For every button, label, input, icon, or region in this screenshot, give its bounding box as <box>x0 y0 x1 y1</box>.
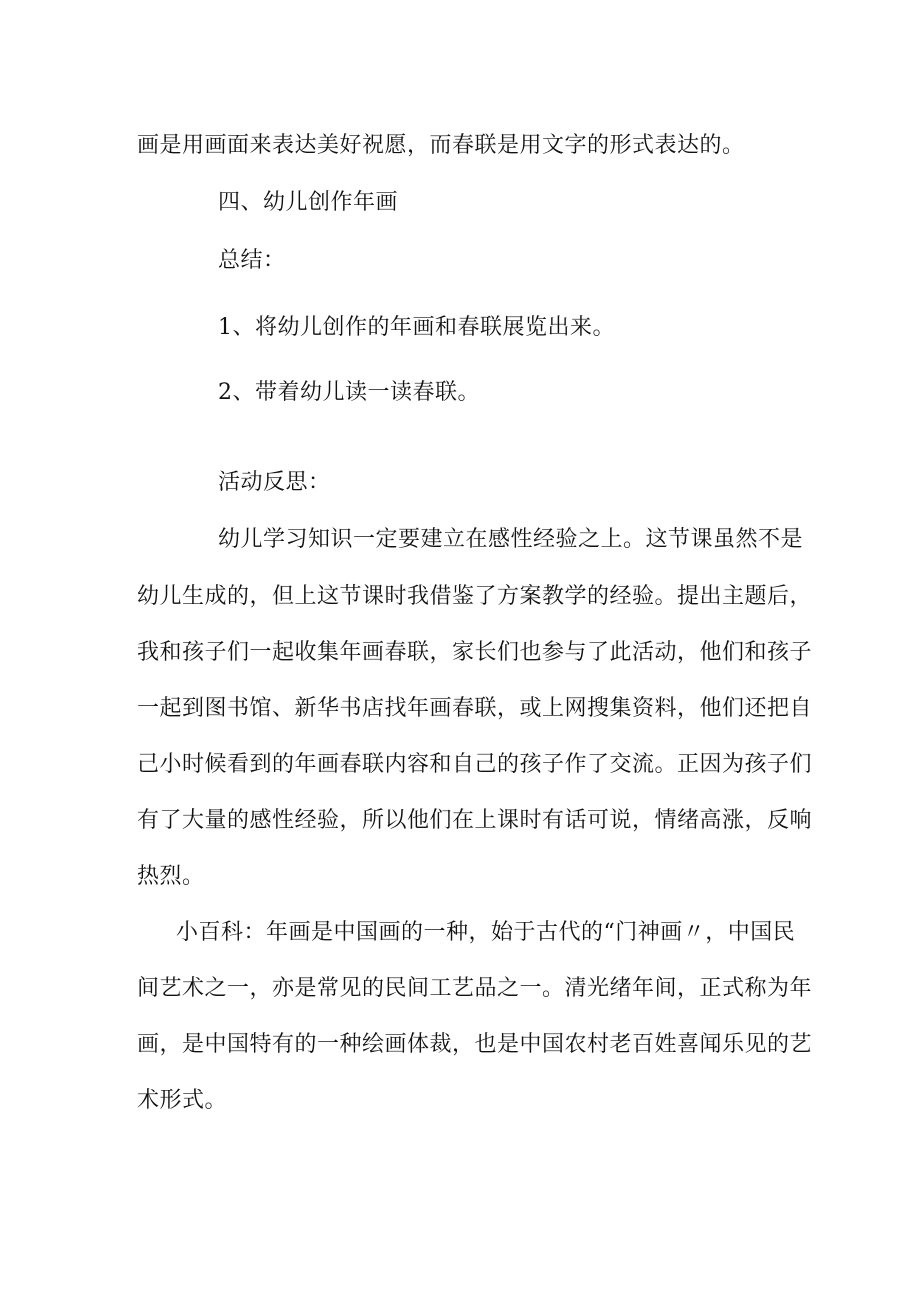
reflection-line: 一起到图书馆、新华书店找年画春联，或上网搜集资料，他们还把自 <box>137 696 813 721</box>
reflection-line: 有了大量的感性经验，所以他们在上课时有话可说，情绪高涨，反响 <box>137 808 813 833</box>
reflection-line: 幼儿生成的，但上这节课时我借鉴了方案教学的经验。提出主题后， <box>137 584 813 609</box>
encyclopedia-line: 术形式。 <box>137 1088 228 1113</box>
encyclopedia-line: 画，是中国特有的一种绘画体裁，也是中国农村老百姓喜闻乐见的艺 <box>137 1032 813 1057</box>
reflection-line: 己小时候看到的年画春联内容和自己的孩子作了交流。正因为孩子们 <box>137 752 813 777</box>
section-heading: 四、幼儿创作年画 <box>218 190 399 215</box>
reflection-line: 幼儿学习知识一定要建立在感性经验之上。这节课虽然不是 <box>218 527 804 552</box>
summary-label: 总结： <box>218 248 286 273</box>
summary-item-2: 2、带着幼儿读一读春联。 <box>218 380 480 405</box>
reflection-line: 热烈。 <box>137 864 205 889</box>
continuation-line: 画是用画面来表达美好祝愿，而春联是用文字的形式表达的。 <box>137 133 745 158</box>
summary-item-1: 1、将幼儿创作的年画和春联展览出来。 <box>218 315 615 340</box>
encyclopedia-line: 小百科：年画是中国画的一种，始于古代的“门神画〃，中国民 <box>176 920 796 945</box>
reflection-line: 我和孩子们一起收集年画春联，家长们也参与了此活动，他们和孩子 <box>137 640 813 665</box>
reflection-heading: 活动反思： <box>218 470 331 495</box>
encyclopedia-line: 间艺术之一，亦是常见的民间工艺品之一。清光绪年间，正式称为年 <box>137 976 813 1001</box>
